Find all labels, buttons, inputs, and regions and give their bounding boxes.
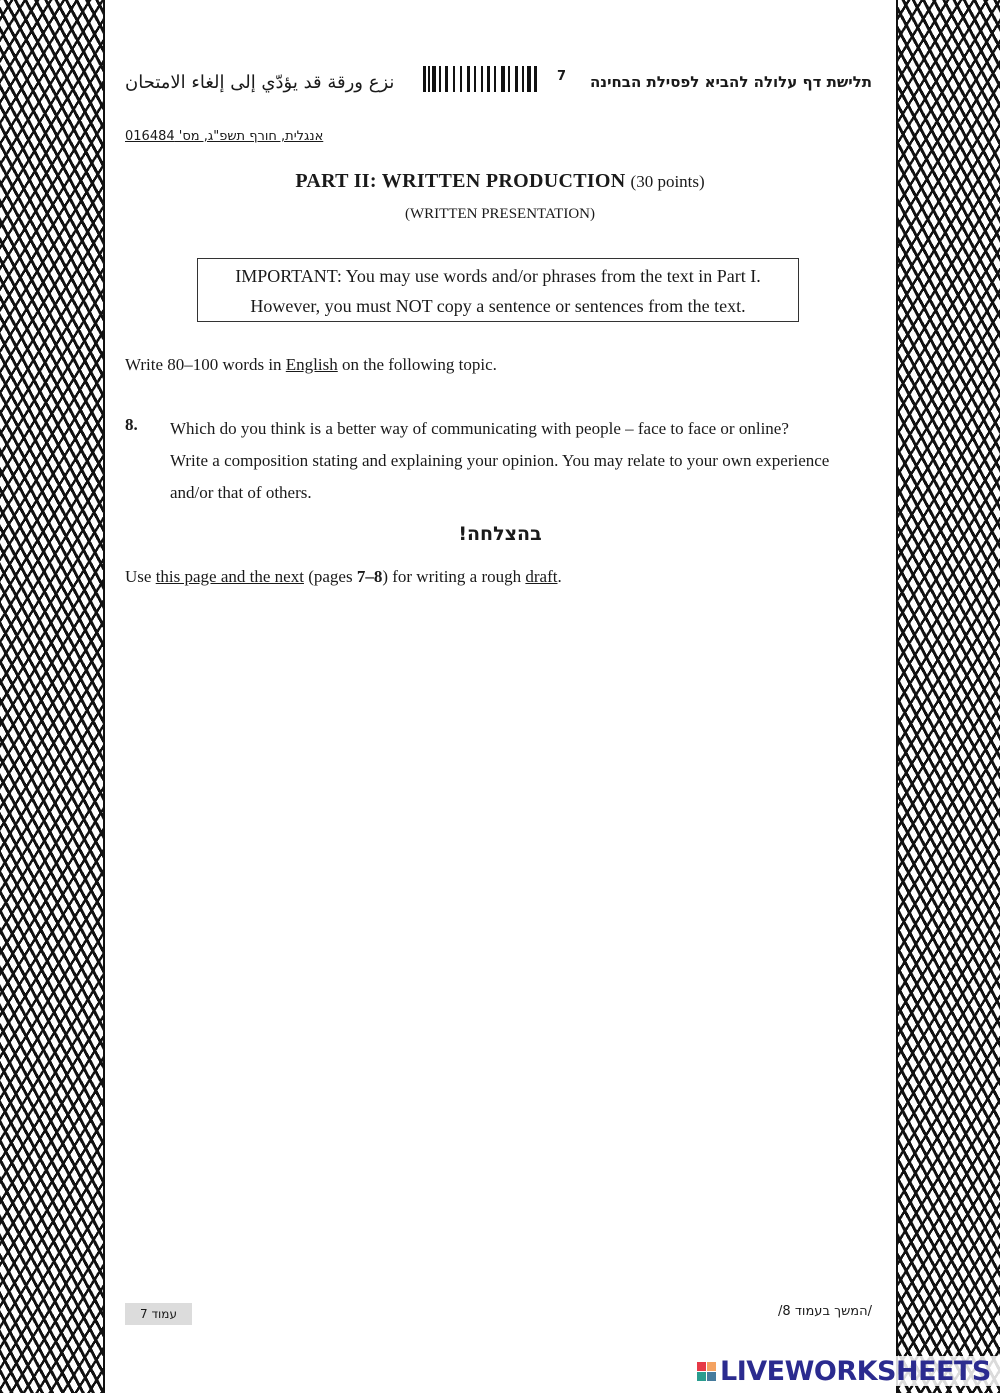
barcode-image xyxy=(423,66,539,92)
decorative-border-left xyxy=(0,0,105,1393)
part-title-text: PART II: WRITTEN PRODUCTION xyxy=(295,170,626,192)
arabic-tear-warning: نزع ورقة قد يؤدّي إلى إلغاء الامتحان xyxy=(125,72,395,93)
important-line-2: However, you must NOT copy a sentence or sentences from the text. xyxy=(250,296,746,316)
draft-note-text: Use xyxy=(125,567,156,586)
draft-note xyxy=(125,567,562,587)
important-line-1: IMPORTANT: You may use words and/or phrases from the text in Part I. xyxy=(235,266,761,286)
instruction-english: English xyxy=(285,355,338,374)
question-line-2: Write a composition stating and explaining your opinion. You may relate to your own experience xyxy=(170,451,830,470)
liveworksheets-logo-icon xyxy=(697,1362,716,1381)
liveworksheets-watermark xyxy=(697,1356,1000,1386)
draft-note-text: . xyxy=(557,567,562,586)
question-line-1: Which do you think is a better way of communicating with people – face to face or online? xyxy=(170,419,789,438)
part-subtitle: (WRITTEN PRESENTATION) xyxy=(404,206,596,222)
important-notice-box xyxy=(197,258,799,322)
part-title xyxy=(105,170,895,193)
instruction-text: Write 80–100 words in xyxy=(125,355,286,374)
draft-note-page-range: 7–8 xyxy=(356,567,383,586)
page-number: 7 xyxy=(557,69,567,84)
instruction-text-end: on the following topic. xyxy=(337,355,497,374)
word-count-instruction xyxy=(125,355,497,375)
draft-note-draft-underlined: draft xyxy=(525,567,558,586)
hebrew-tear-warning: תלישת דף עלולה להביא לפסילת הבחינה xyxy=(589,73,872,91)
draft-note-pages-underlined: this page and the next xyxy=(155,567,304,586)
footer-page-label: עמוד 7 xyxy=(125,1303,192,1325)
liveworksheets-text: LIVEWORKSHEETS xyxy=(720,1355,991,1387)
part-points: (30 points) xyxy=(630,172,705,191)
footer-continue-label: /המשך בעמוד 8/ xyxy=(778,1304,872,1319)
decorative-border-right xyxy=(896,0,1000,1393)
question-line-3: and/or that of others. xyxy=(170,483,312,502)
good-luck-heading: בהצלחה! xyxy=(458,523,542,545)
question-text xyxy=(170,413,870,509)
draft-note-text: ) for writing a rough xyxy=(382,567,526,586)
draft-note-text: (pages xyxy=(303,567,357,586)
question-number: 8. xyxy=(125,415,138,434)
exam-code: אנגלית, חורף תשפ"ג, מס' 016484 xyxy=(125,129,324,144)
